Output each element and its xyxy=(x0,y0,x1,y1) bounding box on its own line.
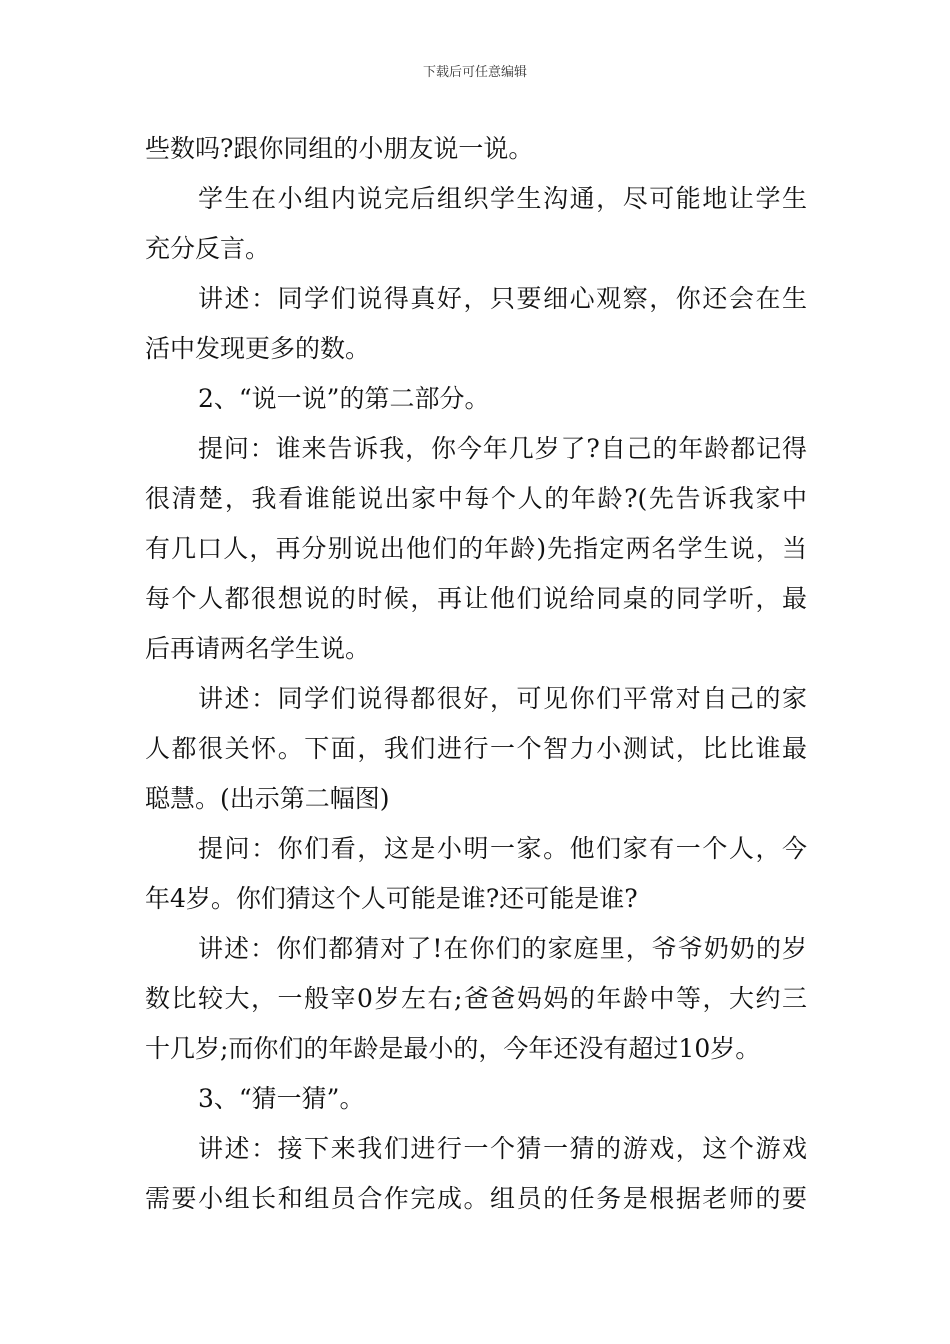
text-line: 2、“说一说”的第二部分。 xyxy=(198,384,490,413)
text-line: 讲述：同学们说得真好，只要细心观察，你还会在生 xyxy=(198,284,807,313)
text-line: 年4岁。你们猜这个人可能是谁?还可能是谁? xyxy=(145,884,638,913)
text-line: 有几口人，再分别说出他们的年龄)先指定两名学生说，当 xyxy=(145,534,807,563)
text-line: 活中发现更多的数。 xyxy=(145,334,371,363)
text-line: 提问：你们看，这是小明一家。他们家有一个人，今 xyxy=(198,834,807,863)
text-line: 后再请两名学生说。 xyxy=(145,634,371,663)
text-line: 十几岁;而你们的年龄是最小的，今年还没有超过10岁。 xyxy=(145,1034,761,1063)
document-body xyxy=(145,124,807,1224)
text-line: 讲述：接下来我们进行一个猜一猜的游戏，这个游戏 xyxy=(198,1134,807,1163)
text-line: 人都很关怀。下面，我们进行一个智力小测试，比比谁最 xyxy=(145,734,807,763)
text-line: 数比较大，一般宰0岁左右;爸爸妈妈的年龄中等，大约三 xyxy=(145,984,807,1013)
text-line: 需要小组长和组员合作完成。组员的任务是根据老师的要 xyxy=(145,1184,807,1213)
text-line: 很清楚，我看谁能说出家中每个人的年龄?(先告诉我家中 xyxy=(145,484,807,513)
text-line: 充分反言。 xyxy=(145,234,271,263)
text-line: 3、“猜一猜”。 xyxy=(198,1084,365,1113)
text-line: 提问：谁来告诉我，你今年几岁了?自己的年龄都记得 xyxy=(198,434,807,463)
text-line: 学生在小组内说完后组织学生沟通，尽可能地让学生 xyxy=(198,184,807,213)
text-line: 讲述：你们都猜对了!在你们的家庭里，爷爷奶奶的岁 xyxy=(198,934,807,963)
text-line: 聪慧。(出示第二幅图) xyxy=(145,784,390,813)
text-line: 讲述：同学们说得都很好，可见你们平常对自己的家 xyxy=(198,684,807,713)
page-header-note: 下载后可任意编辑 xyxy=(422,65,527,80)
text-line: 每个人都很想说的时候，再让他们说给同桌的同学听，最 xyxy=(145,584,807,613)
text-line: 些数吗?跟你同组的小朋友说一说。 xyxy=(145,134,534,163)
